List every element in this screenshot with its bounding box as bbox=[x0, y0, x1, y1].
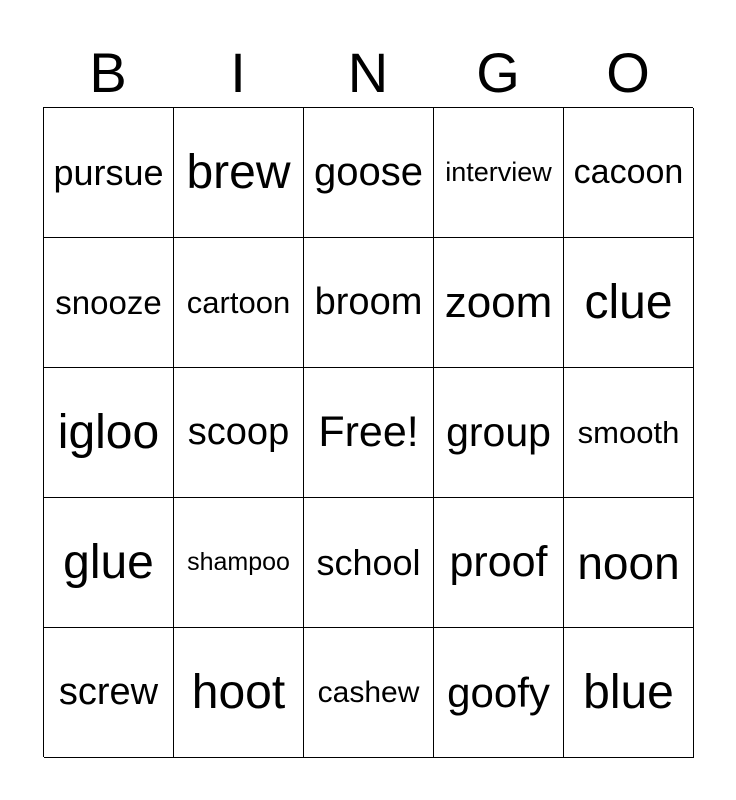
free-space-label: Free! bbox=[318, 408, 419, 456]
cell-word: cacoon bbox=[573, 153, 684, 191]
bingo-cell[interactable] bbox=[44, 108, 174, 238]
cell-word: blue bbox=[583, 666, 674, 719]
bingo-cell[interactable] bbox=[174, 368, 304, 498]
bingo-cell[interactable] bbox=[174, 498, 304, 628]
cell-word: scoop bbox=[187, 411, 290, 453]
cell-word: broom bbox=[314, 281, 423, 323]
cell-word: noon bbox=[577, 536, 680, 589]
bingo-cell[interactable] bbox=[434, 238, 564, 368]
bingo-cell[interactable] bbox=[434, 368, 564, 498]
bingo-cell[interactable] bbox=[434, 628, 564, 758]
cell-word: igloo bbox=[57, 406, 160, 459]
cell-word: goofy bbox=[447, 668, 550, 716]
bingo-cell[interactable] bbox=[174, 238, 304, 368]
bingo-cell[interactable] bbox=[434, 108, 564, 238]
bingo-cell[interactable] bbox=[304, 628, 434, 758]
bingo-cell[interactable] bbox=[564, 368, 694, 498]
cell-word: snooze bbox=[55, 283, 162, 321]
cell-word: proof bbox=[449, 538, 548, 586]
cell-word: goose bbox=[314, 150, 423, 194]
cell-word: school bbox=[316, 541, 421, 583]
free-space-cell[interactable] bbox=[304, 368, 434, 498]
bingo-cell[interactable] bbox=[564, 108, 694, 238]
cell-word: interview bbox=[445, 157, 552, 187]
header-letter-o: O bbox=[606, 41, 650, 104]
cell-word: hoot bbox=[191, 666, 286, 719]
bingo-cell[interactable] bbox=[434, 498, 564, 628]
bingo-cell[interactable] bbox=[564, 498, 694, 628]
cell-word: brew bbox=[186, 146, 291, 199]
header-letter-g: G bbox=[476, 41, 520, 104]
bingo-cell[interactable] bbox=[174, 108, 304, 238]
bingo-cell[interactable] bbox=[304, 498, 434, 628]
cell-word: glue bbox=[63, 536, 154, 589]
bingo-cell[interactable] bbox=[564, 238, 694, 368]
cell-word: smooth bbox=[577, 414, 680, 450]
bingo-header bbox=[43, 38, 693, 108]
cell-word: clue bbox=[584, 276, 673, 329]
bingo-cell[interactable] bbox=[44, 238, 174, 368]
bingo-cell[interactable] bbox=[174, 628, 304, 758]
cell-word: zoom bbox=[444, 277, 553, 327]
header-letter-n: N bbox=[347, 41, 389, 104]
header-letter-b: B bbox=[89, 41, 127, 104]
header-letter-i: I bbox=[230, 41, 246, 104]
bingo-cell[interactable] bbox=[44, 368, 174, 498]
cell-word: pursue bbox=[53, 151, 164, 193]
bingo-cell[interactable] bbox=[44, 498, 174, 628]
cell-word: shampoo bbox=[187, 548, 290, 576]
cell-word: screw bbox=[58, 671, 159, 713]
cell-word: group bbox=[446, 409, 551, 455]
bingo-cell[interactable] bbox=[304, 108, 434, 238]
cell-word: cashew bbox=[317, 675, 420, 709]
cell-word: cartoon bbox=[186, 284, 291, 320]
bingo-cell[interactable] bbox=[44, 628, 174, 758]
bingo-cell[interactable] bbox=[304, 238, 434, 368]
bingo-cell[interactable] bbox=[564, 628, 694, 758]
bingo-grid bbox=[43, 107, 693, 757]
